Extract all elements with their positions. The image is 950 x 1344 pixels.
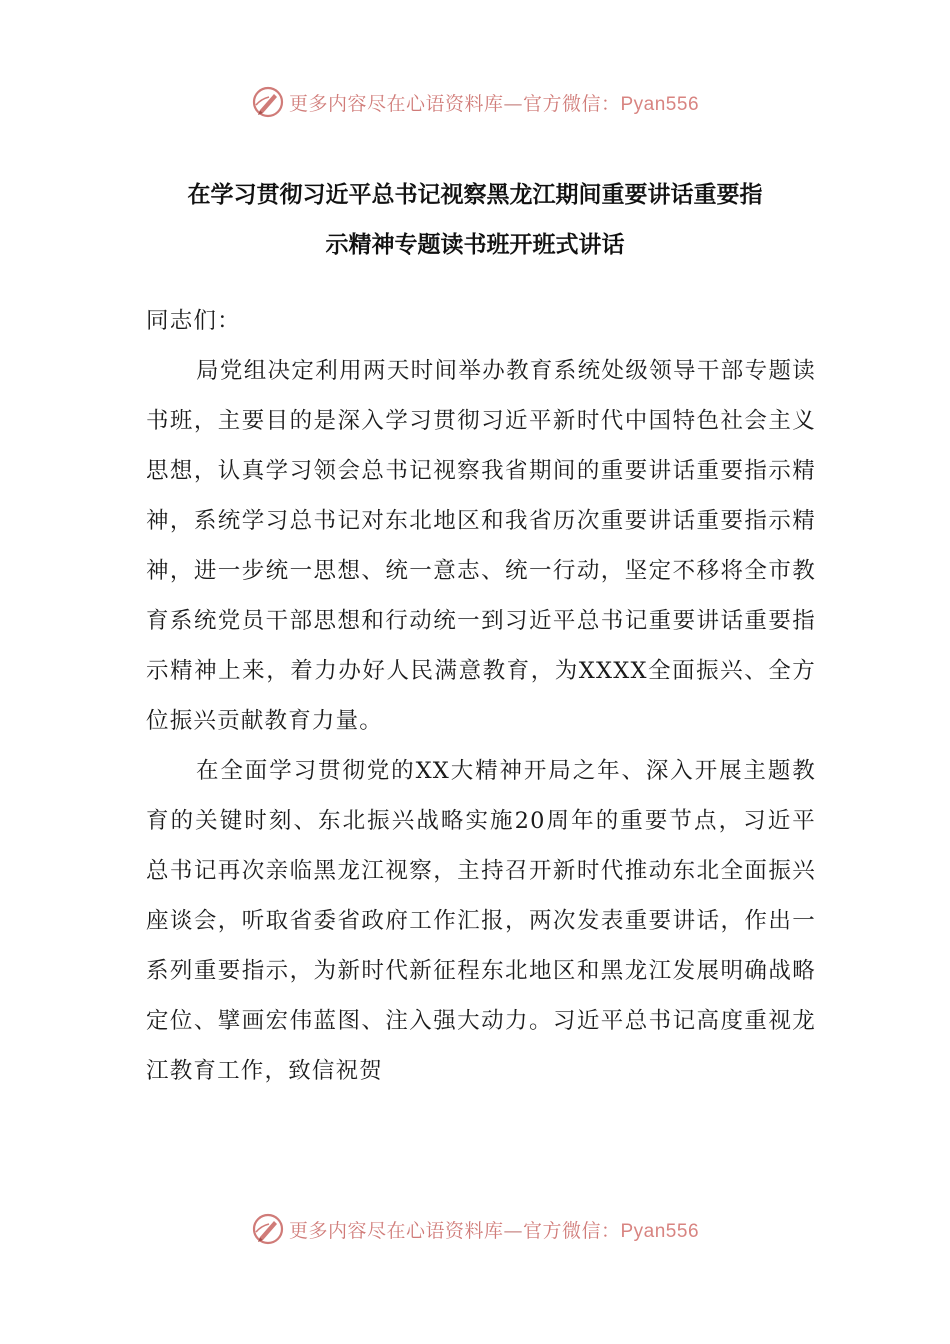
watermark-library-text: 更多内容尽在心语资料库 [288, 1219, 504, 1242]
watermark-library-text: 更多内容尽在心语资料库 [288, 92, 504, 115]
watermark-footer [0, 1209, 950, 1249]
pen-logo-icon [251, 85, 285, 119]
title-line-1: 在学习贯彻习近平总书记视察黑龙江期间重要讲话重要指 [187, 182, 763, 208]
document-body [146, 296, 816, 1096]
paragraph-2: 在全面学习贯彻党的XX大精神开局之年、深入开展主题教育的关键时刻、东北振兴战略实施20周年的重要节点，习近平总书记再次亲临黑龙江视察，主持召开新时代推动东北全面振兴座谈会，听取省委省政府工作汇报，两次发表重要讲话，作出一系列重要指示，为新时代新征程东北地区和黑龙江发展明确战略定位、擘画宏伟蓝图、注入强大动力。习近平总书记高度重视龙江教育工作，致信祝贺 [146, 758, 816, 1084]
paragraph-1: 局党组决定利用两天时间举办教育系统处级领导干部专题读书班，主要目的是深入学习贯彻习近平新时代中国特色社会主义思想，认真学习领会总书记视察我省期间的重要讲话重要指示精神，系统学习总书记对东北地区和我省历次重要讲话重要指示精神，进一步统一思想、统一意志、统一行动，坚定不移将全市教育系统党员干部思想和行动统一到习近平总书记重要讲话重要指示精神上来，着力办好人民满意教育，为XXXX全面振兴、全方位振兴贡献教育力量。 [146, 358, 816, 734]
watermark-wechat-id: Pyan556 [620, 93, 700, 115]
watermark-text [289, 1216, 699, 1243]
title-line-2: 示精神专题读书班开班式讲话 [325, 232, 625, 258]
salutation: 同志们： [146, 308, 241, 334]
watermark-header [0, 82, 950, 122]
watermark-text [289, 89, 699, 116]
watermark-wechat-id: Pyan556 [620, 1220, 700, 1242]
watermark-separator: — [503, 1219, 523, 1242]
watermark-suffix: 官方微信： [522, 1219, 621, 1242]
watermark-separator: — [503, 92, 523, 115]
document-title [140, 170, 810, 270]
pen-logo-icon [251, 1212, 285, 1246]
watermark-suffix: 官方微信： [522, 92, 621, 115]
